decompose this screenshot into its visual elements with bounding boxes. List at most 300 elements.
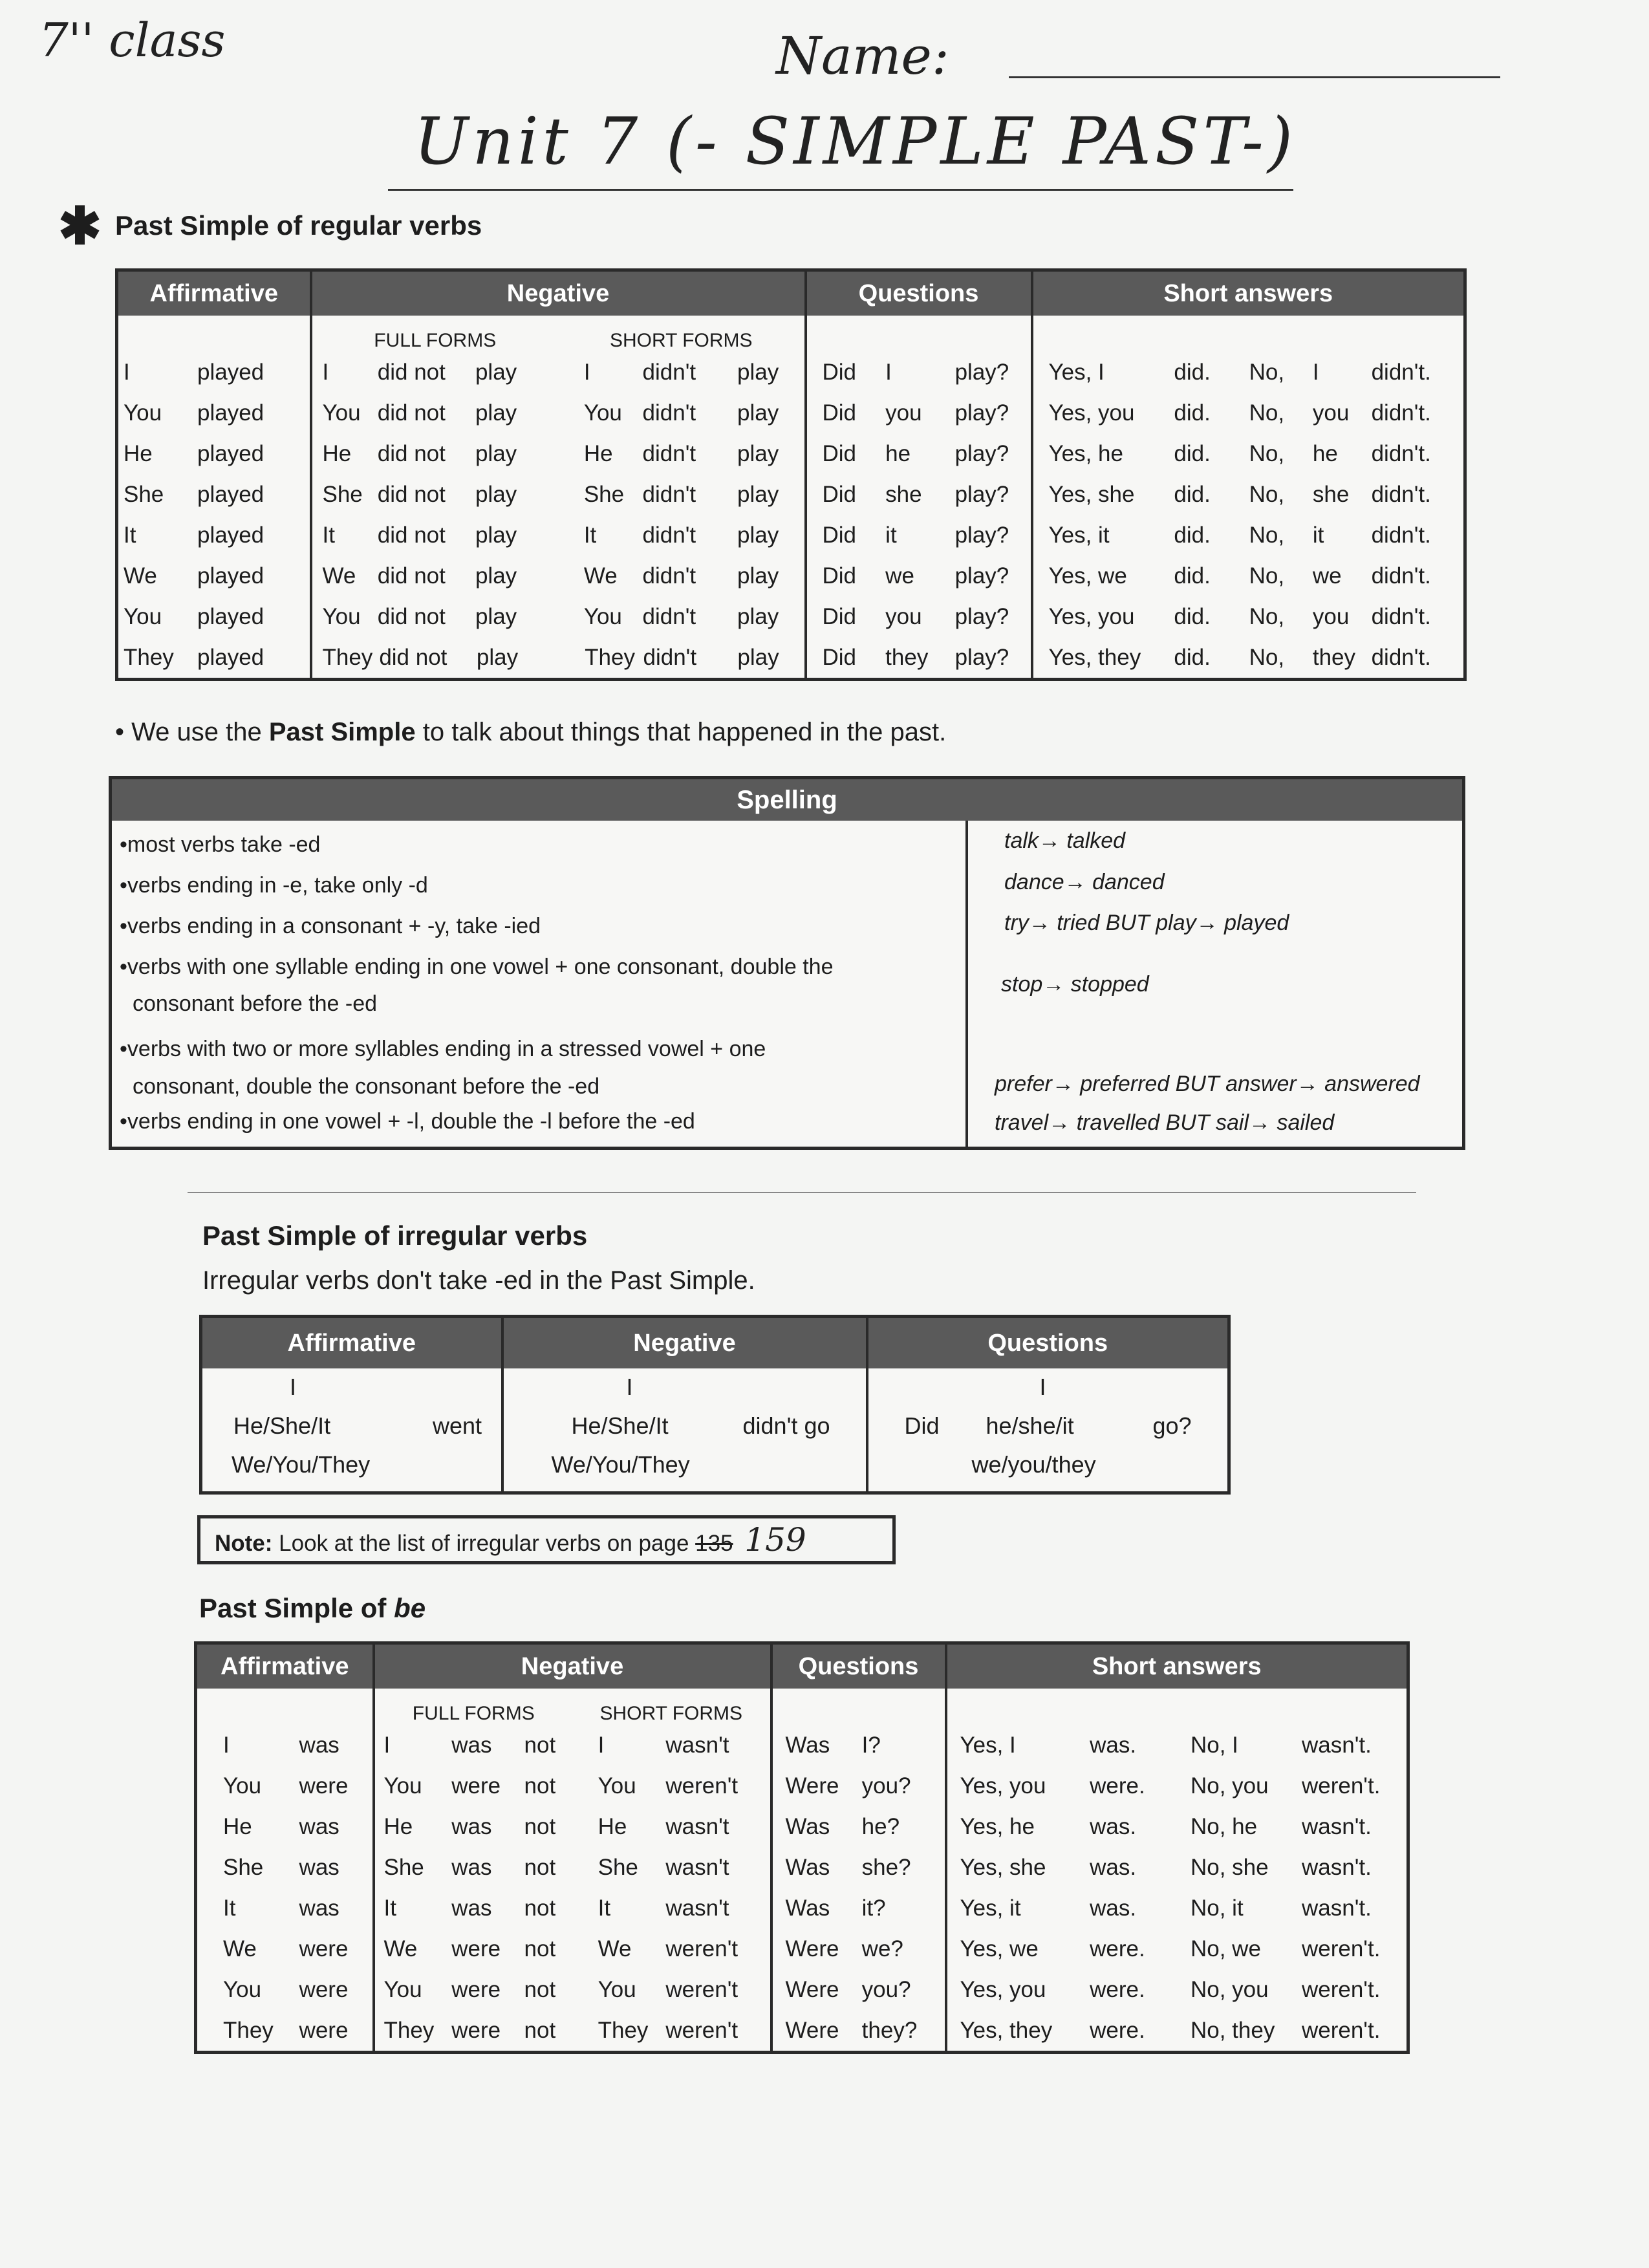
question-verb: Was	[785, 1813, 830, 1839]
table-row	[1033, 352, 1464, 393]
yes-verb: were.	[1090, 1976, 1145, 2002]
negation: not	[524, 1936, 556, 1961]
table-row	[375, 1888, 770, 1928]
table-row	[947, 1847, 1407, 1888]
pronoun: he	[1312, 440, 1338, 466]
table-row	[312, 433, 804, 474]
yes-verb: were.	[1090, 2017, 1145, 2043]
spelling-example: stop→ stopped	[1001, 972, 1149, 997]
auxiliary: didn't	[642, 359, 696, 385]
pronoun: She	[223, 1854, 264, 1880]
pronoun: I	[583, 359, 590, 385]
title-underline	[388, 189, 1293, 191]
short-answer-no: didn't.	[1371, 359, 1431, 385]
table-row	[1033, 515, 1464, 556]
verb: play?	[954, 400, 1009, 426]
spelling-rule: •verbs with two or more syllables ending in a stressed vowel + one	[120, 1037, 766, 1061]
table-row	[1033, 556, 1464, 596]
short-answer-yes: Yes, he	[960, 1813, 1035, 1839]
verb: play	[475, 481, 517, 507]
short-answer-no-start: No, you	[1190, 1773, 1269, 1798]
negation: not	[524, 1895, 556, 1921]
auxiliary: did not	[377, 481, 446, 507]
pronoun: We	[583, 563, 618, 589]
yes-auxiliary: did.	[1174, 481, 1211, 507]
verb: play	[737, 359, 779, 385]
verb: play	[475, 400, 517, 426]
short-form: weren't	[665, 2017, 738, 2043]
pronoun: You	[322, 603, 361, 629]
short-answer-no-start: No, he	[1190, 1813, 1258, 1839]
pronoun: It	[223, 1895, 236, 1921]
verb: play	[475, 563, 517, 589]
did-word: Did	[822, 440, 857, 466]
table-row	[118, 515, 310, 556]
verb-form: was	[299, 1813, 339, 1839]
table-row	[773, 1928, 945, 1969]
short-answer-yes: Yes, you	[1048, 603, 1135, 629]
auxiliary: did not	[377, 440, 446, 466]
header-affirmative: Affirmative	[196, 1643, 374, 1689]
table-row	[375, 1847, 770, 1888]
pronoun: He	[598, 1813, 627, 1839]
table-row	[375, 1806, 770, 1847]
asterisk-icon: ✱	[58, 197, 102, 255]
pronoun: I	[885, 359, 892, 385]
pronoun: You	[124, 603, 162, 629]
short-answer-no: weren't.	[1301, 1773, 1381, 1798]
table-row	[312, 393, 804, 433]
pronoun: they	[1312, 644, 1356, 670]
no-word: No,	[1249, 440, 1285, 466]
pronoun-i: I	[626, 1374, 633, 1400]
short-answer-no: didn't.	[1371, 603, 1431, 629]
pronoun: I	[223, 1732, 230, 1758]
auxiliary: did not	[377, 359, 446, 385]
table-row	[807, 596, 1031, 637]
negation: not	[524, 2017, 556, 2043]
yes-auxiliary: did.	[1174, 644, 1211, 670]
pronoun: I	[383, 1732, 391, 1758]
full-forms-label: FULL FORMS	[374, 330, 497, 351]
pronoun: she?	[861, 1854, 911, 1880]
table-row	[1033, 596, 1464, 637]
table-row	[197, 1766, 372, 1806]
verb-didnt-go: didn't go	[742, 1412, 830, 1439]
note-text: Look at the list of irregular verbs on page	[272, 1531, 696, 1556]
table-row	[807, 556, 1031, 596]
irregular-verbs-title: Past Simple of irregular verbs	[202, 1220, 588, 1251]
verb: play	[475, 522, 517, 548]
auxiliary: did not	[379, 644, 447, 670]
auxiliary: didn't	[643, 644, 697, 670]
no-word: No,	[1249, 603, 1285, 629]
verb: play	[475, 603, 517, 629]
question-verb: Were	[785, 2017, 839, 2043]
short-answer-no: didn't.	[1371, 400, 1431, 426]
pronoun: you?	[861, 1773, 911, 1798]
header-affirmative: Affirmative	[117, 270, 311, 316]
pronoun: We	[223, 1936, 257, 1961]
verb: play	[476, 644, 519, 670]
verb-form: played	[197, 603, 264, 629]
handwritten-class: 7'' class	[39, 13, 226, 67]
verb-form: played	[197, 644, 264, 670]
table-row	[773, 1725, 945, 1766]
pronoun: He	[124, 440, 153, 466]
table-row	[118, 556, 310, 596]
be-title-prefix: Past Simple of	[199, 1593, 394, 1623]
short-answer-yes: Yes, you	[960, 1976, 1046, 2002]
no-word: No,	[1249, 522, 1285, 548]
be-title-verb: be	[394, 1593, 426, 1623]
short-answer-yes: Yes, I	[960, 1732, 1016, 1758]
verb: play?	[954, 440, 1009, 466]
question-verb: Was	[785, 1854, 830, 1880]
pronoun: She	[383, 1854, 424, 1880]
negative-column	[311, 316, 806, 680]
question-verb: Were	[785, 1976, 839, 2002]
negation: not	[524, 1773, 556, 1798]
spelling-rule: consonant, double the consonant before the -ed	[133, 1074, 600, 1099]
pronoun: They	[223, 2017, 274, 2043]
did-word: Did	[822, 644, 857, 670]
table-row	[197, 1928, 372, 1969]
pronoun: she	[1312, 481, 1350, 507]
use-note-prefix: • We use the	[115, 718, 269, 746]
short-answer-yes: Yes, she	[1048, 481, 1135, 507]
pronoun: you	[1312, 400, 1350, 426]
yes-verb: was.	[1090, 1854, 1137, 1880]
pronoun: I	[1312, 359, 1319, 385]
header-affirmative: Affirmative	[201, 1317, 502, 1369]
table-row	[807, 393, 1031, 433]
did-word: Did	[904, 1412, 940, 1439]
header-negative: Negative	[502, 1317, 867, 1369]
pronoun: it	[1312, 522, 1324, 548]
pronoun: You	[583, 400, 622, 426]
no-word: No,	[1249, 563, 1285, 589]
pronoun: It	[322, 522, 335, 548]
yes-verb: were.	[1090, 1773, 1145, 1798]
table-row	[1033, 393, 1464, 433]
pronoun: I	[322, 359, 329, 385]
short-answer-yes: Yes, they	[960, 2017, 1053, 2043]
short-answer-no: wasn't.	[1301, 1732, 1372, 1758]
verb-form: was	[451, 1895, 492, 1921]
table-row	[197, 1888, 372, 1928]
pronoun: You	[583, 603, 622, 629]
regular-verbs-title: Past Simple of regular verbs	[115, 210, 482, 241]
pronoun: we	[1312, 563, 1342, 589]
short-answer-yes: Yes, we	[1048, 563, 1127, 589]
no-word: No,	[1249, 644, 1285, 670]
table-row	[807, 352, 1031, 393]
table-row	[375, 1969, 770, 2010]
auxiliary: didn't	[642, 400, 696, 426]
short-form: wasn't	[665, 1895, 729, 1921]
name-line	[1009, 76, 1500, 78]
question-verb: Were	[785, 1773, 839, 1798]
verb: play	[737, 522, 779, 548]
short-answer-no: wasn't.	[1301, 1895, 1372, 1921]
table-row	[375, 2010, 770, 2051]
yes-auxiliary: did.	[1174, 563, 1211, 589]
pronoun-he-she-it: he/she/it	[986, 1412, 1074, 1439]
spelling-rule: consonant before the -ed	[133, 991, 378, 1016]
pronoun: It	[598, 1895, 611, 1921]
table-row	[312, 556, 804, 596]
table-row	[807, 637, 1031, 678]
table-row	[118, 637, 310, 678]
table-row	[375, 1766, 770, 1806]
pronoun: She	[322, 481, 363, 507]
pronoun: He	[383, 1813, 413, 1839]
table-row	[947, 1806, 1407, 1847]
pronoun: We	[124, 563, 157, 589]
short-answer-no-start: No, she	[1190, 1854, 1269, 1880]
be-table	[194, 1641, 1410, 2054]
pronoun: You	[322, 400, 361, 426]
table-row	[947, 1888, 1407, 1928]
verb-form: played	[197, 481, 264, 507]
header-questions: Questions	[867, 1317, 1229, 1369]
short-answer-yes: Yes, it	[960, 1895, 1021, 1921]
auxiliary: did not	[377, 603, 446, 629]
did-word: Did	[822, 400, 857, 426]
yes-verb: was.	[1090, 1813, 1137, 1839]
pronoun: They	[383, 2017, 435, 2043]
short-form: wasn't	[665, 1732, 729, 1758]
spelling-example: travel→ travelled BUT sail→ sailed	[995, 1110, 1335, 1135]
table-row	[807, 433, 1031, 474]
pronoun: you	[1312, 603, 1350, 629]
spelling-example: prefer→ preferred BUT answer→ answered	[995, 1072, 1420, 1096]
pronoun: We	[383, 1936, 418, 1961]
header-negative: Negative	[311, 270, 806, 316]
negation: not	[524, 1976, 556, 2002]
pronoun: We	[322, 563, 356, 589]
yes-verb: was.	[1090, 1895, 1137, 1921]
questions-column	[806, 316, 1032, 680]
pronoun: You	[223, 1773, 262, 1798]
pronoun: you	[885, 603, 922, 629]
short-form: wasn't	[665, 1854, 729, 1880]
auxiliary: didn't	[642, 603, 696, 629]
short-answer-no-start: No, I	[1190, 1732, 1238, 1758]
no-word: No,	[1249, 400, 1285, 426]
yes-auxiliary: did.	[1174, 522, 1211, 548]
verb-go: go?	[1152, 1412, 1192, 1439]
question-verb: Was	[785, 1732, 830, 1758]
short-forms-label: SHORT FORMS	[599, 1703, 743, 1724]
table-row	[773, 1969, 945, 2010]
verb-form: was	[299, 1895, 339, 1921]
table-row	[118, 596, 310, 637]
handwritten-page-correction: 159	[744, 1521, 806, 1559]
table-row	[1033, 637, 1464, 678]
short-answer-no-start: No, we	[1190, 1936, 1261, 1961]
verb-form: played	[197, 563, 264, 589]
verb-went: went	[433, 1412, 482, 1439]
verb: play	[737, 563, 779, 589]
verb-form: was	[299, 1854, 339, 1880]
auxiliary: did not	[377, 563, 446, 589]
pronoun: You	[383, 1773, 422, 1798]
spelling-rule: •verbs ending in a consonant + -y, take -ied	[120, 914, 541, 938]
spelling-divider	[965, 821, 968, 1147]
pronoun: I	[598, 1732, 605, 1758]
short-answer-yes: Yes, we	[960, 1936, 1039, 1961]
pronoun: He	[583, 440, 613, 466]
table-row	[947, 1766, 1407, 1806]
pronoun: I?	[861, 1732, 881, 1758]
short-answer-no: weren't.	[1301, 2017, 1381, 2043]
short-answer-yes: Yes, it	[1048, 522, 1110, 548]
pronoun: she	[885, 481, 922, 507]
spelling-rule: •most verbs take -ed	[120, 832, 321, 857]
table-row	[118, 433, 310, 474]
pronoun: they?	[861, 2017, 918, 2043]
verb-form: were	[299, 1936, 349, 1961]
header-short-answers: Short answers	[946, 1643, 1408, 1689]
verb: play	[475, 359, 517, 385]
short-answer-no: wasn't.	[1301, 1813, 1372, 1839]
pronoun-i: I	[1039, 1374, 1046, 1400]
pronoun: You	[598, 1976, 636, 2002]
pronoun: It	[124, 522, 136, 548]
pronoun-we-you-they: We/You/They	[232, 1451, 371, 1478]
handwritten-name-label: Name:	[776, 26, 949, 86]
pronoun: They	[124, 644, 174, 670]
spelling-header: Spelling	[112, 779, 1462, 821]
pronoun: you?	[861, 1976, 911, 2002]
pronoun: You	[383, 1976, 422, 2002]
pronoun: they	[885, 644, 929, 670]
pronoun-he-she-it: He/She/It	[233, 1412, 331, 1439]
pronoun: We	[598, 1936, 632, 1961]
table-row	[947, 1928, 1407, 1969]
table-row	[197, 1725, 372, 1766]
verb-form: were	[451, 1773, 501, 1798]
short-forms-label: SHORT FORMS	[609, 330, 753, 351]
did-word: Did	[822, 481, 857, 507]
verb-form: played	[197, 359, 264, 385]
short-answer-no: wasn't.	[1301, 1854, 1372, 1880]
question-verb: Was	[785, 1895, 830, 1921]
verb: play	[737, 400, 779, 426]
short-answer-no-start: No, it	[1190, 1895, 1244, 1921]
verb-form: were	[299, 2017, 349, 2043]
table-row	[375, 1725, 770, 1766]
table-row	[773, 1847, 945, 1888]
table-row	[312, 637, 804, 678]
table-row	[312, 515, 804, 556]
short-answer-yes: Yes, they	[1048, 644, 1141, 670]
verb-form: were	[299, 1773, 349, 1798]
table-row	[807, 515, 1031, 556]
pronoun: we	[885, 563, 914, 589]
verb: play	[475, 440, 517, 466]
header-short-answers: Short answers	[1032, 270, 1465, 316]
regular-verbs-table	[115, 268, 1467, 681]
negation: not	[524, 1732, 556, 1758]
short-answer-yes: Yes, you	[960, 1773, 1046, 1798]
yes-auxiliary: did.	[1174, 359, 1211, 385]
short-answer-no: didn't.	[1371, 481, 1431, 507]
pronoun: He	[223, 1813, 252, 1839]
irregular-verbs-subtitle: Irregular verbs don't take -ed in the Past Simple.	[202, 1266, 755, 1295]
verb-form: played	[197, 400, 264, 426]
verb-form: played	[197, 440, 264, 466]
auxiliary: did not	[377, 400, 446, 426]
section-divider	[188, 1192, 1416, 1193]
verb-form: were	[451, 1976, 501, 2002]
spelling-example: try→ tried BUT play→ played	[1004, 911, 1289, 935]
verb-form: was	[299, 1732, 339, 1758]
pronoun: it	[885, 522, 897, 548]
pronoun: They	[585, 644, 635, 670]
verb-form: were	[451, 2017, 501, 2043]
short-answer-no: weren't.	[1301, 1976, 1381, 2002]
verb: play	[737, 603, 779, 629]
no-word: No,	[1249, 481, 1285, 507]
pronoun: it?	[861, 1895, 886, 1921]
pronoun: you	[885, 400, 922, 426]
short-form: weren't	[665, 1936, 738, 1961]
short-answer-no: didn't.	[1371, 440, 1431, 466]
pronoun-i: I	[290, 1374, 297, 1400]
short-answer-yes: Yes, you	[1048, 400, 1135, 426]
be-questions-column	[771, 1689, 946, 2053]
pronoun: She	[598, 1854, 638, 1880]
verb: play	[737, 644, 779, 670]
verb: play?	[954, 481, 1009, 507]
verb-form: were	[299, 1976, 349, 2002]
use-note-suffix: to talk about things that happened in the past.	[415, 718, 947, 746]
past-simple-use-note	[115, 718, 946, 747]
table-row	[947, 2010, 1407, 2051]
table-row	[375, 1928, 770, 1969]
table-row	[197, 1806, 372, 1847]
did-word: Did	[822, 603, 857, 629]
note-page-number: 135	[695, 1531, 733, 1556]
verb: play?	[954, 522, 1009, 548]
auxiliary: didn't	[642, 522, 696, 548]
table-row	[1033, 474, 1464, 515]
did-word: Did	[822, 359, 857, 385]
table-row	[947, 1725, 1407, 1766]
pronoun: She	[124, 481, 164, 507]
table-row	[807, 474, 1031, 515]
pronoun: It	[383, 1895, 396, 1921]
verb: play	[737, 481, 779, 507]
auxiliary: didn't	[642, 440, 696, 466]
pronoun: he	[885, 440, 911, 466]
table-row	[197, 1847, 372, 1888]
short-answer-no: didn't.	[1371, 563, 1431, 589]
spelling-example: dance→ danced	[1004, 870, 1165, 894]
auxiliary: didn't	[642, 563, 696, 589]
affirmative-column	[117, 316, 311, 680]
pronoun: You	[223, 1976, 262, 2002]
spelling-example: talk→ talked	[1004, 828, 1126, 853]
pronoun: You	[124, 400, 162, 426]
pronoun: He	[322, 440, 352, 466]
table-row	[312, 474, 804, 515]
irregular-verbs-table	[199, 1315, 1231, 1495]
short-answer-no: didn't.	[1371, 644, 1431, 670]
